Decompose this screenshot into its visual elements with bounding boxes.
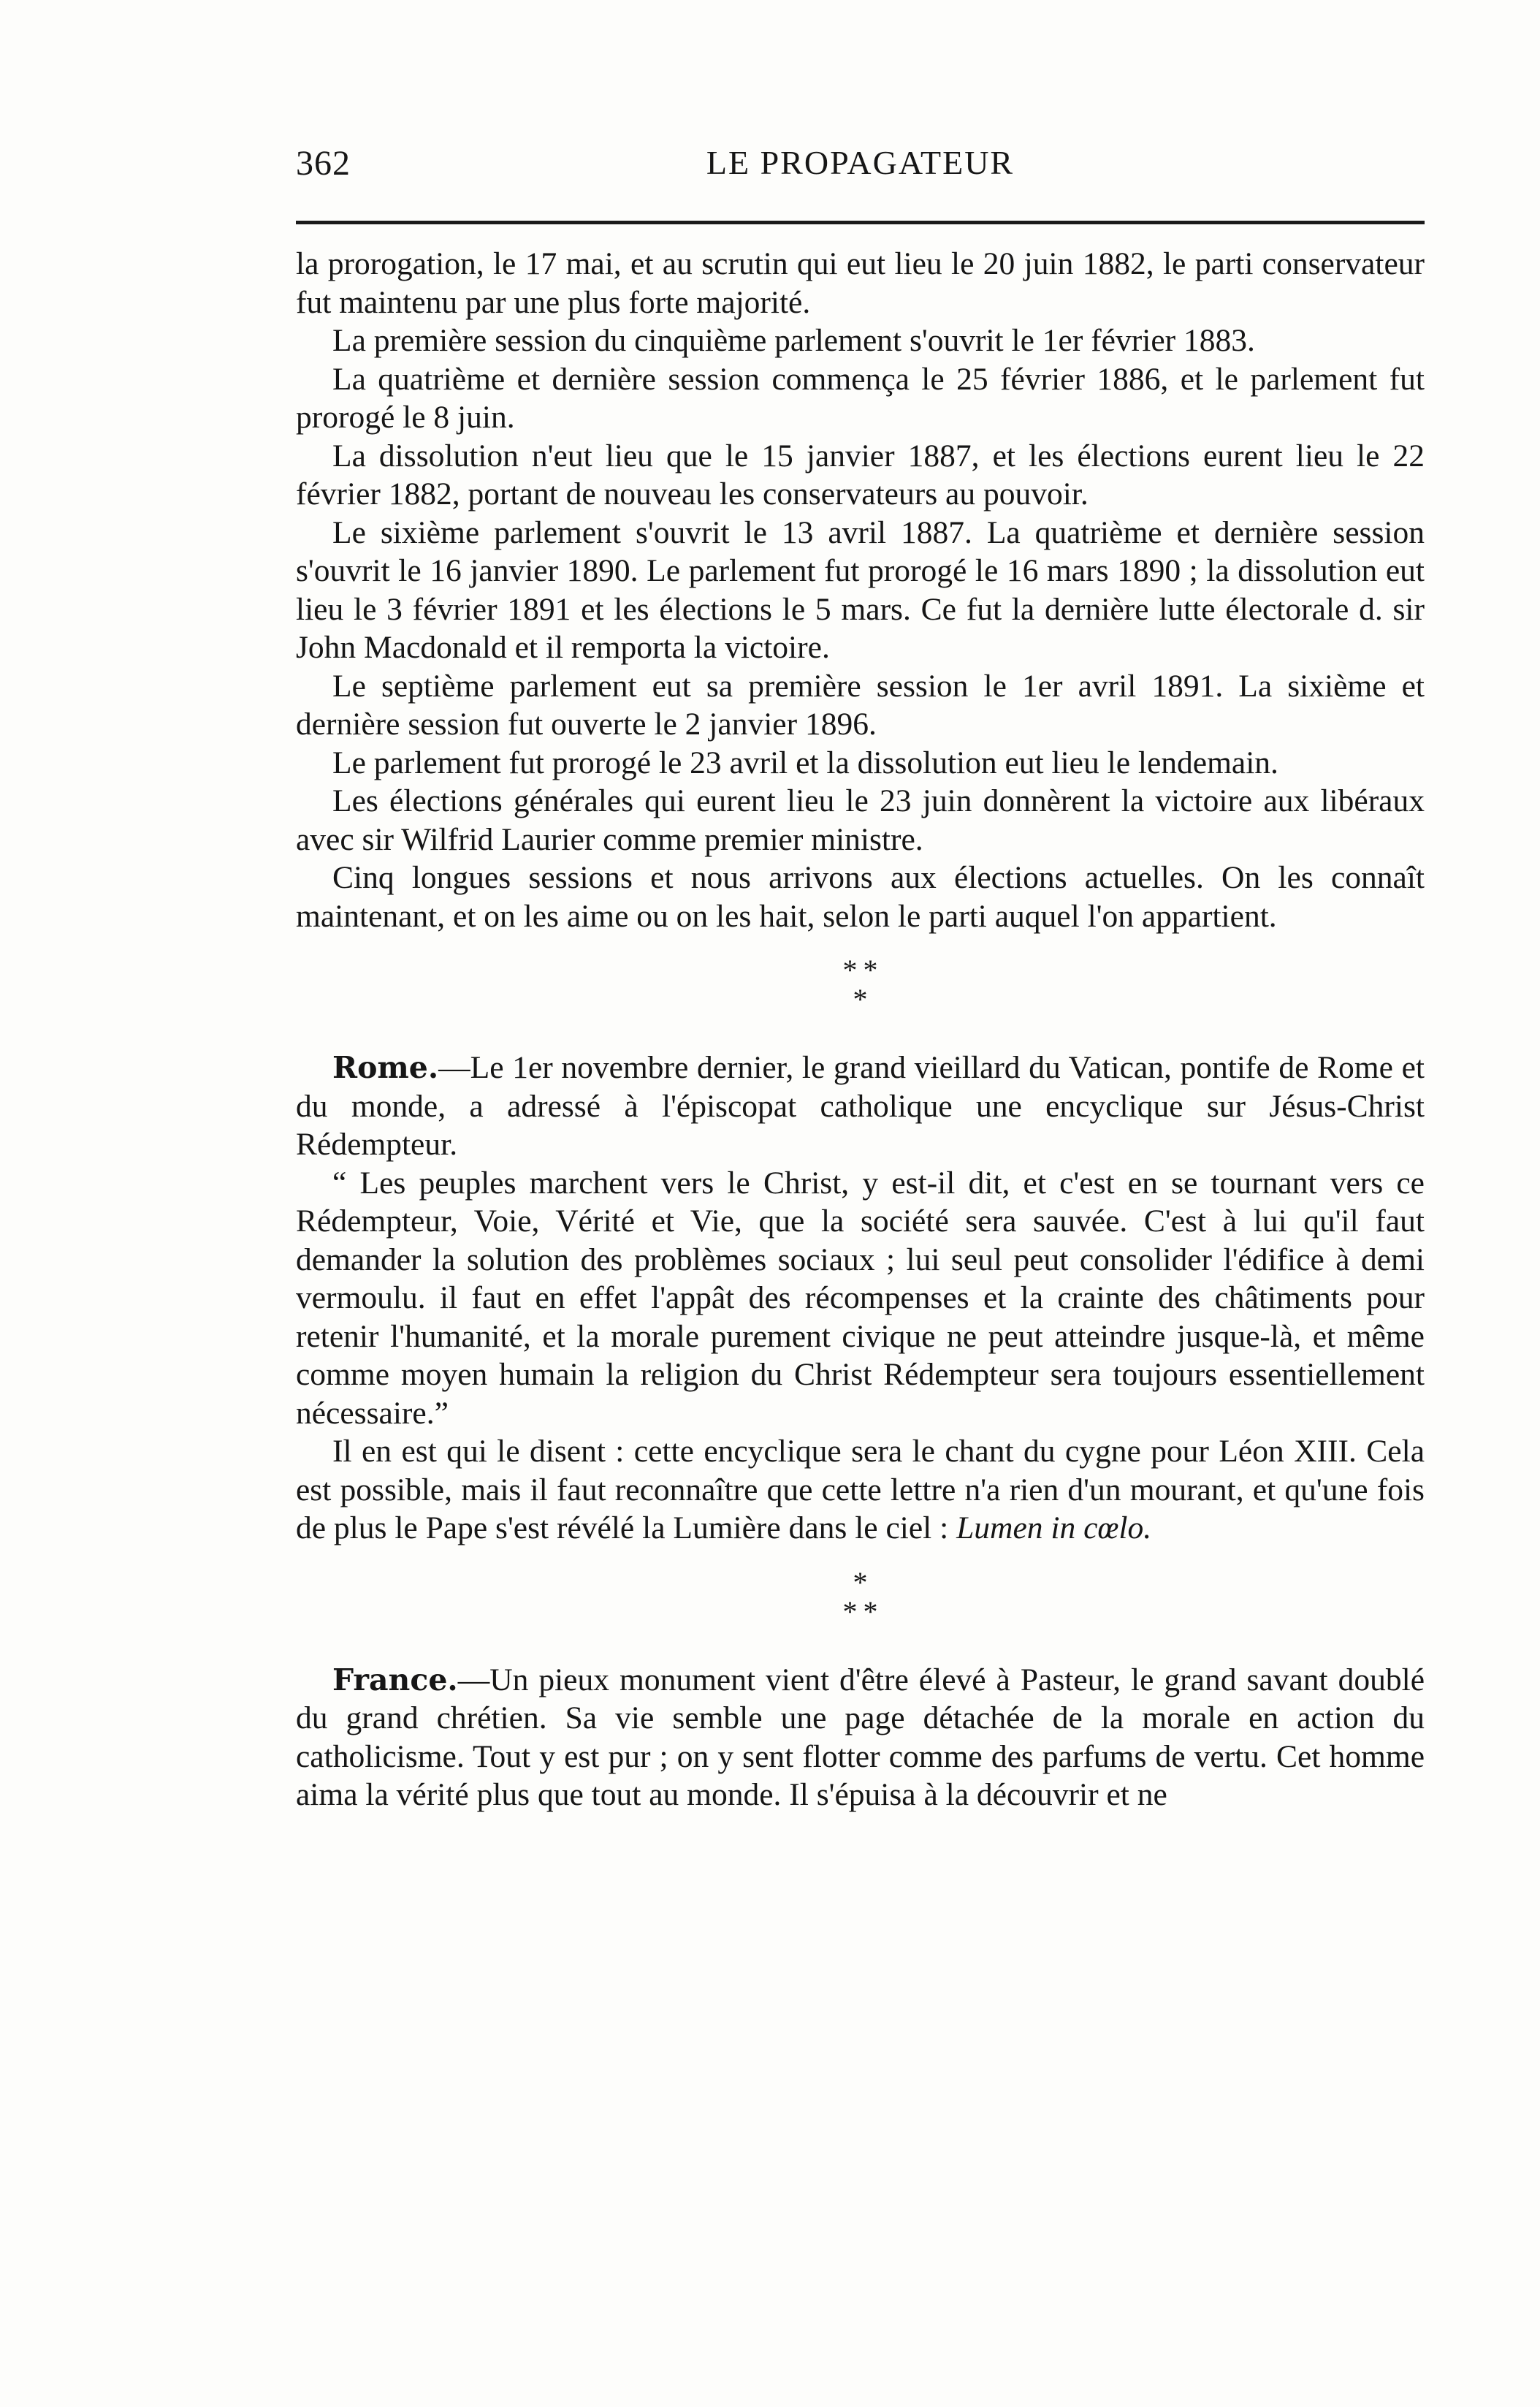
latin-phrase: Lumen in cœlo. bbox=[956, 1510, 1152, 1545]
asterism-divider: * * * bbox=[842, 1565, 878, 1628]
section-france bbox=[296, 1661, 1425, 1814]
paragraph: Le sixième parlement s'ouvrit le 13 avril 1887. La quatrième et dernière session s'ouvrit le 16 janvier 1890. Le parlement fut prorogé le 16 mars 1890 ; la dissolution eut lieu le 3 février 1891 et les élections le 5 mars. Ce fut la dernière lutte électorale d. sir John Macdonald et il remporta la victoire. bbox=[296, 514, 1425, 665]
running-title: LE PROPAGATEUR bbox=[706, 144, 1015, 181]
paragraph: Le parlement fut prorogé le 23 avril et la dissolution eut lieu le lendemain. bbox=[332, 745, 1278, 780]
paragraph bbox=[296, 1432, 1425, 1548]
page-body bbox=[296, 245, 1425, 1814]
section-canada-elections bbox=[296, 245, 1425, 935]
paragraph-text: —Le 1er novembre dernier, le grand vieillard du Vatican, pontife de Rome et du monde, a adressé à l'épiscopat catholique une encyclique sur Jésus-Christ Rédempteur. bbox=[296, 1050, 1425, 1162]
page-header bbox=[296, 143, 1425, 194]
paragraph: Cinq longues sessions et nous arrivons aux élections actuelles. On les connaît maintenant, et on les aime ou on les hait, selon le parti auquel l'on appartient. bbox=[296, 860, 1425, 934]
paragraph-text: —Un pieux monument vient d'être élevé à Pasteur, le grand savant doublé du grand chrétien. Sa vie semble une page détachée de la morale en action du catholicisme. Tout y est pur ; on y sent flotter comme des parfums de vertu. Cet homme aima la vérité plus que tout au monde. Il s'épuisa à la découvrir et ne bbox=[296, 1662, 1425, 1812]
paragraph bbox=[296, 1049, 1425, 1164]
paragraph: la prorogation, le 17 mai, et au scrutin qui eut lieu le 20 juin 1882, le parti conservateur fut maintenu par une plus forte majorité. bbox=[296, 246, 1425, 320]
page-number: 362 bbox=[296, 144, 351, 183]
encyclical-quote: “ Les peuples marchent vers le Christ, y est-il dit, et c'est en se tournant vers ce Rédempteur, Voie, Vérité et Vie, que la société sera sauvée. C'est à lui qu'il faut demander la solution des problèmes sociaux ; lui seul peut consolider l'édifice à demi vermoulu. il faut en effet l'appât des récompenses et la crainte des châtiments pour retenir l'humanité, et la morale purement civique ne peut atteindre jusque-là, et même comme moyen humain la religion du Christ Rédempteur sera toujours essentiellement nécessaire.” bbox=[296, 1165, 1425, 1431]
paragraph: La quatrième et dernière session commença le 25 février 1886, et le parlement fut prorogé le 8 juin. bbox=[296, 361, 1425, 435]
paragraph: La première session du cinquième parlement s'ouvrit le 1er février 1883. bbox=[332, 323, 1255, 358]
section-lead-france: France. bbox=[332, 1662, 458, 1697]
asterism-divider: * * * bbox=[842, 954, 878, 1016]
paragraph bbox=[296, 1661, 1425, 1814]
section-lead-rome: Rome. bbox=[332, 1050, 439, 1085]
paragraph: Le septième parlement eut sa première session le 1er avril 1891. La sixième et dernière session fut ouverte le 2 janvier 1896. bbox=[296, 668, 1425, 742]
paragraph: Les élections générales qui eurent lieu le 23 juin donnèrent la victoire aux libéraux avec sir Wilfrid Laurier comme premier ministre. bbox=[296, 783, 1425, 857]
paragraph: La dissolution n'eut lieu que le 15 janvier 1887, et les élections eurent lieu le 22 février 1882, portant de nouveau les conservateurs au pouvoir. bbox=[296, 438, 1425, 512]
paragraph-text: Il en est qui le disent : cette encyclique sera le chant du cygne pour Léon XIII. Cela est possible, mais il faut reconnaître que cette lettre n'a rien d'un mourant, et qu'une fois de plus le Pape s'est révélé la Lumière dans le ciel : bbox=[296, 1434, 1425, 1545]
header-rule bbox=[296, 221, 1425, 224]
section-rome bbox=[296, 1049, 1425, 1548]
